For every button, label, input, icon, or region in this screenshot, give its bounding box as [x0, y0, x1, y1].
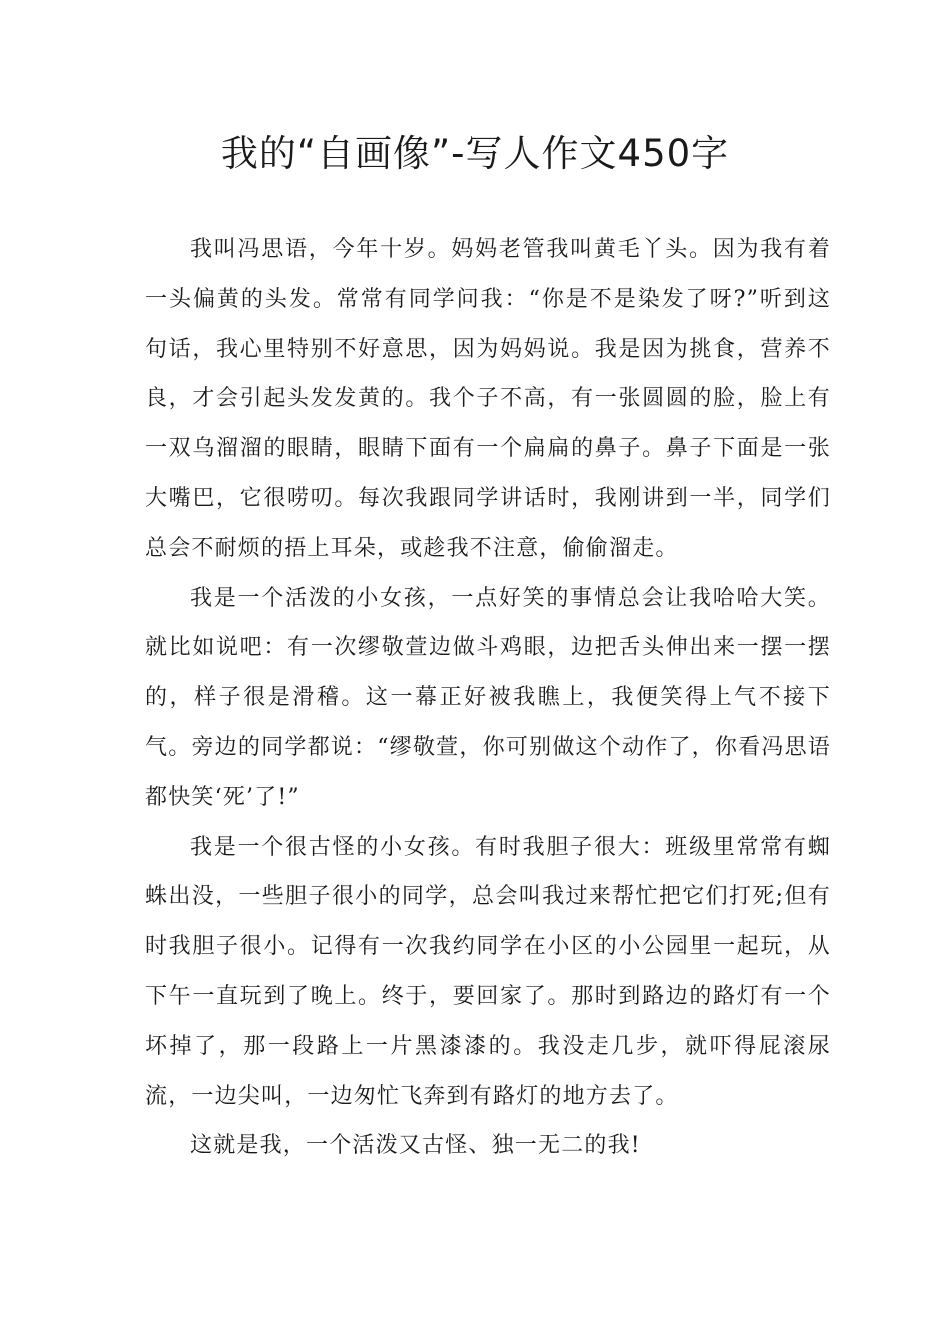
paragraph-2: 我是一个活泼的小女孩，一点好笑的事情总会让我哈哈大笑。就比如说吧：有一次缪敬萱边做斗鸡眼，边把舌头伸出来一摆一摆的，样子很是滑稽。这一幕正好被我瞧上，我便笑得上气不接下气。旁边的同学都说：“缪敬萱，你可别做这个动作了，你看冯思语都快笑‘死’了!” — [145, 585, 831, 810]
paragraph-4: 这就是我，一个活泼又古怪、独一无二的我! — [190, 1133, 641, 1159]
paragraph-3: 我是一个很古怪的小女孩。有时我胆子很大：班级里常常有蜘蛛出没，一些胆子很小的同学，总会叫我过来帮忙把它们打死;但有时我胆子很小。记得有一次我约同学在小区的小公园里一起玩，从下午一直玩到了晚上。终于，要回家了。那时到路边的路灯有一个坏掉了，那一段路上一片黑漆漆的。我没走几步，就吓得屁滚尿流，一边尖叫，一边匆忙飞奔到有路灯的地方去了。 — [145, 834, 831, 1109]
document-title: 我的“自画像”-写人作文450字 — [220, 132, 730, 175]
paragraph-1: 我叫冯思语，今年十岁。妈妈老管我叫黄毛丫头。因为我有着一头偏黄的头发。常常有同学问我：“你是不是染发了呀?”听到这句话，我心里特别不好意思，因为妈妈说。我是因为挑食，营养不良，才会引起头发发黄的。我个子不高，有一张圆圆的脸，脸上有一双乌溜溜的眼睛，眼睛下面有一个扁扁的鼻子。鼻子下面是一张大嘴巴，它很唠叨。每次我跟同学讲话时，我刚讲到一半，同学们总会不耐烦的捂上耳朵，或趁我不注意，偷偷溜走。 — [145, 237, 831, 561]
document-body — [145, 225, 831, 1171]
